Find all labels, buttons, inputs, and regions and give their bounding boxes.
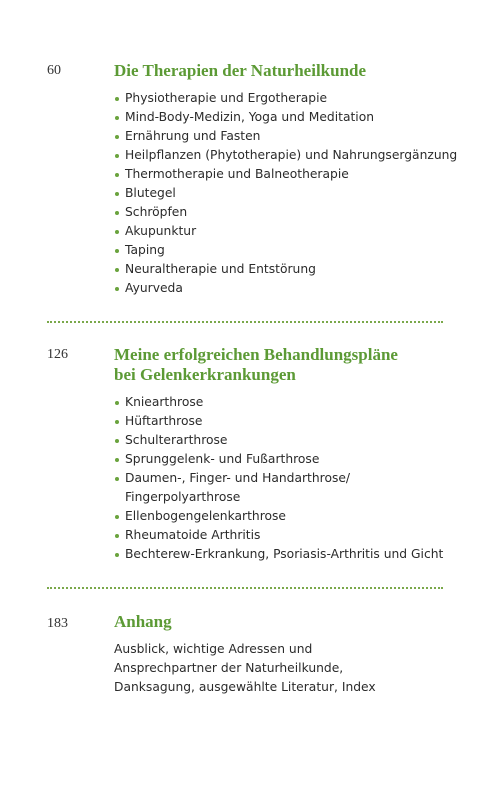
list-item: [114, 127, 457, 146]
list-item-label: Thermotherapie und Balneotherapie: [125, 167, 349, 181]
bullet-icon: [115, 154, 119, 158]
list-item: [114, 412, 443, 431]
list-item-label: Ellenbogengelenkarthrose: [125, 509, 286, 523]
bullet-icon: [115, 515, 119, 519]
list-item: [114, 184, 457, 203]
list-item-label: Sprunggelenk- und Fußarthrose: [125, 452, 320, 466]
list-item: [114, 393, 443, 412]
list-item: [114, 203, 457, 222]
bullet-icon: [115, 420, 119, 424]
list-item: [114, 450, 443, 469]
list-item: [114, 165, 457, 184]
section-description: [114, 640, 376, 697]
list-item-label: Ayurveda: [125, 281, 183, 295]
list-item-label: Rheumatoide Arthritis: [125, 528, 261, 542]
list-item: [114, 279, 457, 298]
bullet-icon: [115, 477, 119, 481]
list-item: [114, 526, 443, 545]
section-item-list: [114, 393, 443, 564]
bullet-icon: [115, 230, 119, 234]
list-item-label: Heilpflanzen (Phytotherapie) und Nahrungsergänzung: [125, 148, 458, 162]
bullet-icon: [115, 268, 119, 272]
dotted-divider: [47, 321, 443, 323]
section-title: [114, 345, 398, 385]
list-item-label: Bechterew-Erkrankung, Psoriasis-Arthritis und Gicht: [125, 547, 444, 561]
bullet-icon: [115, 116, 119, 120]
bullet-icon: [115, 553, 119, 557]
bullet-icon: [115, 249, 119, 253]
list-item: [114, 431, 443, 450]
list-item-label: Hüftarthrose: [125, 414, 203, 428]
bullet-icon: [115, 135, 119, 139]
bullet-icon: [115, 97, 119, 101]
list-item-label: Physiotherapie und Ergotherapie: [125, 91, 328, 105]
list-item: [114, 545, 443, 564]
description-line: Ansprechpartner der Naturheilkunde,: [114, 661, 344, 675]
description-line: Danksagung, ausgewählte Literatur, Index: [114, 680, 376, 694]
bullet-icon: [115, 439, 119, 443]
section-title: [114, 61, 366, 81]
bullet-icon: [115, 534, 119, 538]
list-item: [114, 222, 457, 241]
section-title: [114, 612, 172, 632]
list-item: [114, 507, 443, 526]
list-item-label: Akupunktur: [125, 224, 197, 238]
page-number: 183: [47, 616, 68, 631]
bullet-icon: [115, 211, 119, 215]
list-item: [114, 89, 457, 108]
page-number: 60: [47, 63, 61, 78]
section-title-line: Anhang: [114, 612, 172, 631]
list-item-label: Mind-Body-Medizin, Yoga und Meditation: [125, 110, 375, 124]
list-item-label: Ernährung und Fasten: [125, 129, 261, 143]
list-item: [114, 260, 457, 279]
bullet-icon: [115, 458, 119, 462]
list-item: [114, 469, 443, 488]
list-item-label: Kniearthrose: [125, 395, 204, 409]
list-item-continuation: [114, 488, 443, 507]
section-title-line: Meine erfolgreichen Behandlungspläne: [114, 345, 398, 364]
dotted-divider: [47, 587, 443, 589]
bullet-icon: [115, 173, 119, 177]
bullet-icon: [115, 192, 119, 196]
list-item-label: Blutegel: [125, 186, 176, 200]
list-item: [114, 146, 457, 165]
list-item-label: Fingerpolyarthrose: [125, 490, 241, 504]
section-item-list: [114, 89, 457, 298]
section-title-line: Die Therapien der Naturheilkunde: [114, 61, 367, 80]
section-title-line: bei Gelenkerkrankungen: [114, 365, 296, 384]
page-number: 126: [47, 347, 68, 362]
bullet-icon: [115, 287, 119, 291]
list-item-label: Schröpfen: [125, 205, 188, 219]
list-item-label: Daumen-, Finger- und Handarthrose/: [125, 471, 351, 485]
bullet-icon: [115, 401, 119, 405]
list-item-label: Schulterarthrose: [125, 433, 228, 447]
list-item-label: Neuraltherapie und Entstörung: [125, 262, 316, 276]
description-line: Ausblick, wichtige Adressen und: [114, 642, 313, 656]
list-item-label: Taping: [125, 243, 165, 257]
list-item: [114, 241, 457, 260]
list-item: [114, 108, 457, 127]
